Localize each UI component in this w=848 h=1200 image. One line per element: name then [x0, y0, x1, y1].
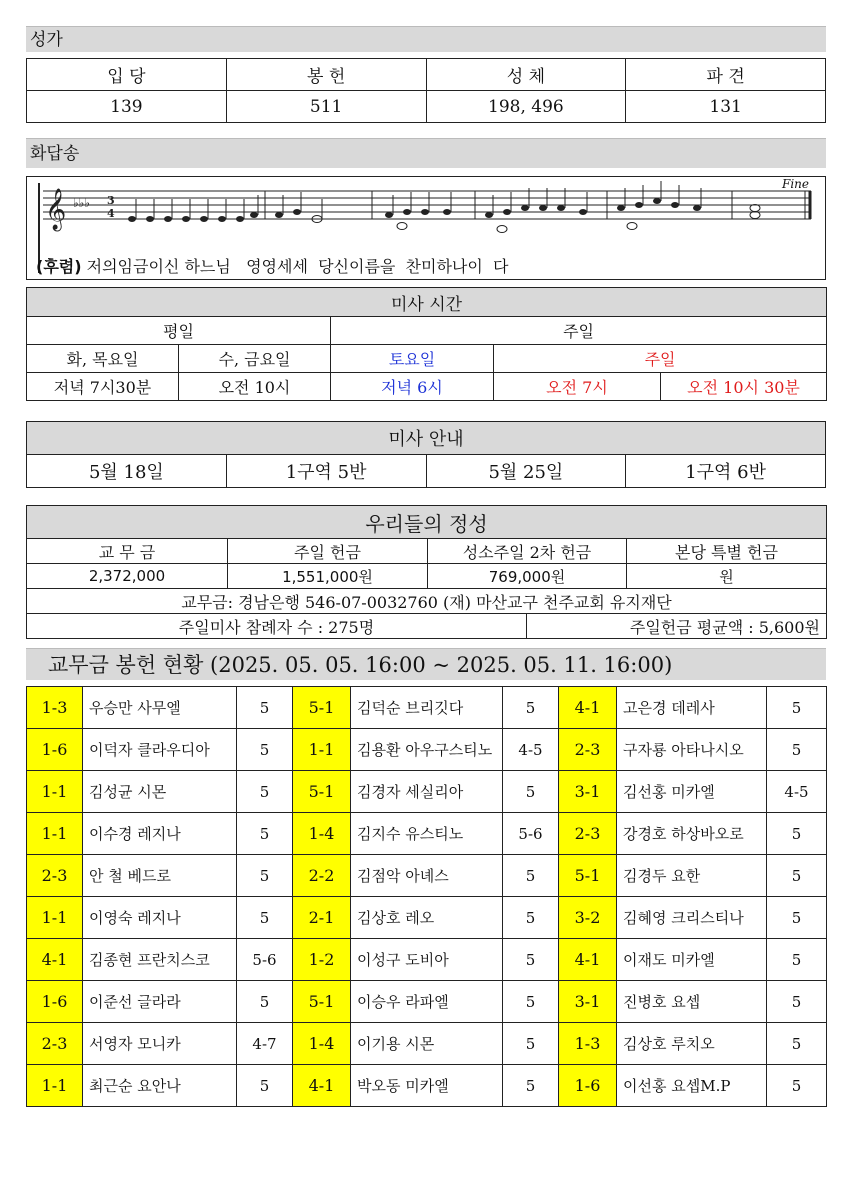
dues-score-cell: 4-7 [237, 1023, 293, 1065]
dues-name-cell: 안 철 베드로 [83, 855, 237, 897]
offering-header-dues: 교 무 금 [27, 539, 228, 564]
dues-name-cell: 김상호 루치오 [617, 1023, 767, 1065]
dues-group-cell: 1-4 [293, 1023, 351, 1065]
time-sunday-early: 오전 7시 [494, 373, 661, 401]
dues-score-cell: 5 [503, 981, 559, 1023]
dues-name-cell: 이덕자 클라우디아 [83, 729, 237, 771]
dues-group-cell: 2-3 [27, 855, 83, 897]
offerings-table [26, 505, 827, 639]
dues-row [27, 939, 827, 981]
mass-times-title: 미사 시간 [27, 288, 827, 317]
dues-group-cell: 4-1 [559, 687, 617, 729]
dues-row [27, 981, 827, 1023]
dues-name-cell: 강경호 하상바오로 [617, 813, 767, 855]
dues-score-cell: 5 [767, 855, 827, 897]
sunday-label: 주일 [331, 317, 827, 345]
dues-name-cell: 서영자 모니카 [83, 1023, 237, 1065]
dues-group-cell: 1-1 [27, 813, 83, 855]
refrain-lyrics: 저의임금이신 하느님 영영세세 당신이름을 찬미하나이 다 [86, 257, 509, 276]
day-saturday: 토요일 [331, 345, 494, 373]
dues-name-cell: 우승만 사무엘 [83, 687, 237, 729]
hymn-value-communion: 198, 496 [426, 91, 626, 123]
hymn-header-entrance: 입 당 [27, 59, 227, 91]
dues-name-cell: 이영숙 레지나 [83, 897, 237, 939]
day-sunday: 주일 [494, 345, 827, 373]
dues-name-cell: 이성구 도비아 [351, 939, 503, 981]
dues-row [27, 855, 827, 897]
mass-times-table [26, 287, 827, 401]
guide-group-2: 1구역 6반 [626, 455, 826, 488]
dues-name-cell: 구자룡 아타나시오 [617, 729, 767, 771]
guide-date-2: 5월 25일 [426, 455, 626, 488]
dues-group-cell: 2-3 [559, 813, 617, 855]
dues-score-cell: 5 [237, 855, 293, 897]
dues-group-cell: 4-1 [293, 1065, 351, 1107]
offering-value-dues: 2,372,000 [27, 564, 228, 589]
dues-group-cell: 1-6 [27, 729, 83, 771]
dues-group-cell: 5-1 [293, 771, 351, 813]
dues-group-cell: 3-1 [559, 771, 617, 813]
svg-text:4: 4 [107, 207, 115, 220]
svg-text:𝄞: 𝄞 [45, 189, 67, 230]
dues-group-cell: 2-3 [27, 1023, 83, 1065]
svg-text:♭♭♭: ♭♭♭ [73, 196, 90, 210]
psalm-lyrics [36, 254, 508, 277]
dues-group-cell: 2-1 [293, 897, 351, 939]
dues-section-title: 교무금 봉헌 현황 (2025. 05. 05. 16:00 ~ 2025. 05. 11. 16:00) [26, 648, 826, 680]
dues-score-cell: 4-5 [503, 729, 559, 771]
dues-name-cell: 박오동 미카엘 [351, 1065, 503, 1107]
dues-score-cell: 5 [237, 981, 293, 1023]
dues-score-cell: 5 [237, 813, 293, 855]
mass-guide-table [26, 421, 826, 488]
dues-row [27, 897, 827, 939]
hymn-header-communion: 성 체 [426, 59, 626, 91]
dues-group-cell: 1-2 [293, 939, 351, 981]
dues-row [27, 729, 827, 771]
refrain-label: (후렴) [36, 257, 82, 276]
fine-marking: Fine [782, 177, 809, 191]
dues-row [27, 813, 827, 855]
dues-name-cell: 이재도 미카엘 [617, 939, 767, 981]
sunday-average: 주일헌금 평균액 : 5,600원 [527, 614, 827, 639]
dues-name-cell: 김용환 아우구스티노 [351, 729, 503, 771]
hymn-header-offertory: 봉 헌 [226, 59, 426, 91]
dues-name-cell: 김성균 시몬 [83, 771, 237, 813]
dues-score-cell: 5 [767, 813, 827, 855]
dues-score-cell: 5 [767, 729, 827, 771]
hymn-header-recessional: 파 견 [626, 59, 826, 91]
dues-name-cell: 김덕순 브리깃다 [351, 687, 503, 729]
dues-group-cell: 5-1 [293, 981, 351, 1023]
offering-header-sunday: 주일 헌금 [228, 539, 428, 564]
dues-group-cell: 1-6 [559, 1065, 617, 1107]
dues-group-cell: 1-3 [559, 1023, 617, 1065]
dues-score-cell: 5 [237, 687, 293, 729]
dues-name-cell: 김상호 레오 [351, 897, 503, 939]
dues-score-cell: 5 [237, 1065, 293, 1107]
offering-value-vocation: 769,000원 [428, 564, 627, 589]
hymn-value-entrance: 139 [27, 91, 227, 123]
dues-name-cell: 이준선 글라라 [83, 981, 237, 1023]
dues-row [27, 1023, 827, 1065]
dues-score-cell: 5 [503, 1065, 559, 1107]
dues-score-cell: 5 [503, 771, 559, 813]
day-tue-thu: 화, 목요일 [27, 345, 179, 373]
dues-score-cell: 5 [503, 939, 559, 981]
dues-group-cell: 3-1 [559, 981, 617, 1023]
offering-header-special: 본당 특별 헌금 [627, 539, 827, 564]
offering-value-sunday: 1,551,000원 [228, 564, 428, 589]
dues-name-cell: 김경두 요한 [617, 855, 767, 897]
dues-group-cell: 1-4 [293, 813, 351, 855]
dues-score-cell: 5 [503, 855, 559, 897]
dues-group-cell: 1-1 [27, 771, 83, 813]
dues-score-cell: 5 [767, 939, 827, 981]
dues-name-cell: 이선홍 요셉M.P [617, 1065, 767, 1107]
dues-score-cell: 5 [503, 1023, 559, 1065]
dues-score-cell: 5 [767, 687, 827, 729]
dues-table [26, 686, 827, 1107]
mass-guide-title: 미사 안내 [27, 422, 826, 455]
dues-name-cell: 김지수 유스티노 [351, 813, 503, 855]
offering-value-special: 원 [627, 564, 827, 589]
psalm-section-title: 화답송 [26, 138, 826, 168]
dues-group-cell: 2-2 [293, 855, 351, 897]
dues-score-cell: 5 [237, 897, 293, 939]
hymn-value-recessional: 131 [626, 91, 826, 123]
dues-row [27, 687, 827, 729]
dues-name-cell: 김점악 아녜스 [351, 855, 503, 897]
dues-score-cell: 5-6 [237, 939, 293, 981]
dues-group-cell: 4-1 [559, 939, 617, 981]
svg-text:3: 3 [107, 194, 115, 207]
time-sunday-late: 오전 10시 30분 [661, 373, 827, 401]
time-wed-fri: 오전 10시 [179, 373, 331, 401]
dues-name-cell: 김혜영 크리스티나 [617, 897, 767, 939]
offerings-title: 우리들의 정성 [27, 506, 827, 539]
dues-row [27, 771, 827, 813]
dues-group-cell: 5-1 [559, 855, 617, 897]
dues-row [27, 1065, 827, 1107]
dues-group-cell: 2-3 [559, 729, 617, 771]
dues-name-cell: 이승우 라파엘 [351, 981, 503, 1023]
dues-name-cell: 김선홍 미카엘 [617, 771, 767, 813]
dues-group-cell: 3-2 [559, 897, 617, 939]
dues-score-cell: 5 [767, 897, 827, 939]
dues-name-cell: 김종현 프란치스코 [83, 939, 237, 981]
dues-name-cell: 이기용 시몬 [351, 1023, 503, 1065]
dues-group-cell: 4-1 [27, 939, 83, 981]
dues-name-cell: 김경자 세실리아 [351, 771, 503, 813]
hymns-section-title: 성가 [26, 26, 826, 52]
hymn-value-offertory: 511 [226, 91, 426, 123]
dues-score-cell: 5-6 [503, 813, 559, 855]
dues-name-cell: 최근순 요안나 [83, 1065, 237, 1107]
weekday-label: 평일 [27, 317, 331, 345]
dues-score-cell: 5 [237, 771, 293, 813]
offering-header-vocation: 성소주일 2차 헌금 [428, 539, 627, 564]
dues-score-cell: 5 [503, 897, 559, 939]
dues-score-cell: 5 [503, 687, 559, 729]
dues-account-info: 교무금: 경남은행 546-07-0032760 (재) 마산교구 천주교회 유지재단 [27, 589, 827, 614]
day-wed-fri: 수, 금요일 [179, 345, 331, 373]
dues-name-cell: 진병호 요셉 [617, 981, 767, 1023]
dues-group-cell: 1-1 [27, 897, 83, 939]
guide-group-1: 1구역 5반 [226, 455, 426, 488]
dues-score-cell: 5 [767, 1023, 827, 1065]
dues-name-cell: 고은경 데레사 [617, 687, 767, 729]
dues-group-cell: 5-1 [293, 687, 351, 729]
dues-score-cell: 4-5 [767, 771, 827, 813]
guide-date-1: 5월 18일 [27, 455, 227, 488]
dues-group-cell: 1-6 [27, 981, 83, 1023]
dues-score-cell: 5 [767, 1065, 827, 1107]
dues-group-cell: 1-1 [293, 729, 351, 771]
time-tue-thu: 저녁 7시30분 [27, 373, 179, 401]
dues-score-cell: 5 [767, 981, 827, 1023]
dues-group-cell: 1-1 [27, 1065, 83, 1107]
time-saturday: 저녁 6시 [331, 373, 494, 401]
attendance-count: 주일미사 참례자 수 : 275명 [27, 614, 527, 639]
hymns-table [26, 58, 826, 123]
dues-score-cell: 5 [237, 729, 293, 771]
dues-name-cell: 이수경 레지나 [83, 813, 237, 855]
dues-group-cell: 1-3 [27, 687, 83, 729]
